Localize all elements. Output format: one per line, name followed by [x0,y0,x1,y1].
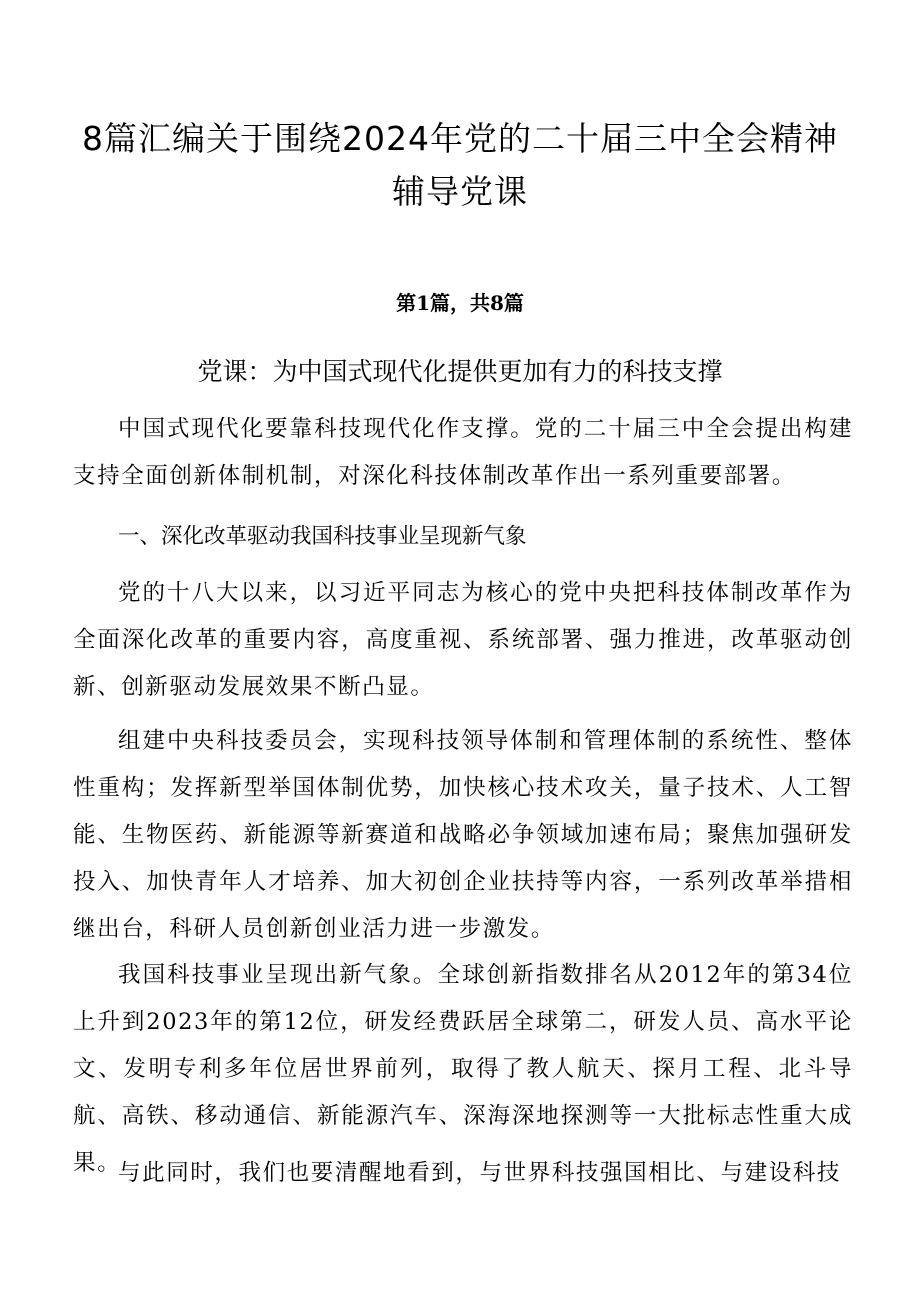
paragraph-measures: 组建中央科技委员会，实现科技领导体制和管理体制的系统性、整体性重构；发挥新型举国体制优势，加快核心技术攻关，量子技术、人工智能、生物医药、新能源等新赛道和战略必争领域加速布局；聚焦加强研发投入、加快青年人才培养、加大初创企业扶持等内容，一系列改革举措相继出台，科研人员创新创业活力进一步激发。 [73,728,853,942]
document-title-line-1: 8篇汇编关于围绕2024年党的二十届三中全会精神 [82,119,838,158]
article-title: 党课：为中国式现代化提供更加有力的科技支撑 [197,357,723,386]
paragraph-challenges: 与此同时，我们也要清醒地看到，与世界科技强国相比、与建设科技 [118,1160,842,1186]
document-title-line-2: 辅导党课 [392,172,528,211]
part-label: 第1篇，共8篇 [396,291,524,315]
paragraph-intro: 中国式现代化要靠科技现代化作支撑。党的二十届三中全会提出构建支持全面创新体制机制，对深化科技体制改革作出一系列重要部署。 [73,416,853,489]
section-heading: 一、深化改革驱动我国科技事业呈现新气象 [118,524,527,549]
paragraph-reform: 党的十八大以来，以习近平同志为核心的党中央把科技体制改革作为全面深化改革的重要内容，高度重视、系统部署、强力推进，改革驱动创新、创新驱动发展效果不断凸显。 [73,580,853,700]
paragraph-achievements: 我国科技事业呈现出新气象。全球创新指数排名从2012年的第34位上升到2023年的第12位，研发经费跃居全球第二，研发人员、高水平论文、发明专利多年位居世界前列，取得了教人航天、探月工程、北斗导航、高铁、移动通信、新能源汽车、深海深地探测等一大批标志性重大成果。 [73,962,853,1176]
